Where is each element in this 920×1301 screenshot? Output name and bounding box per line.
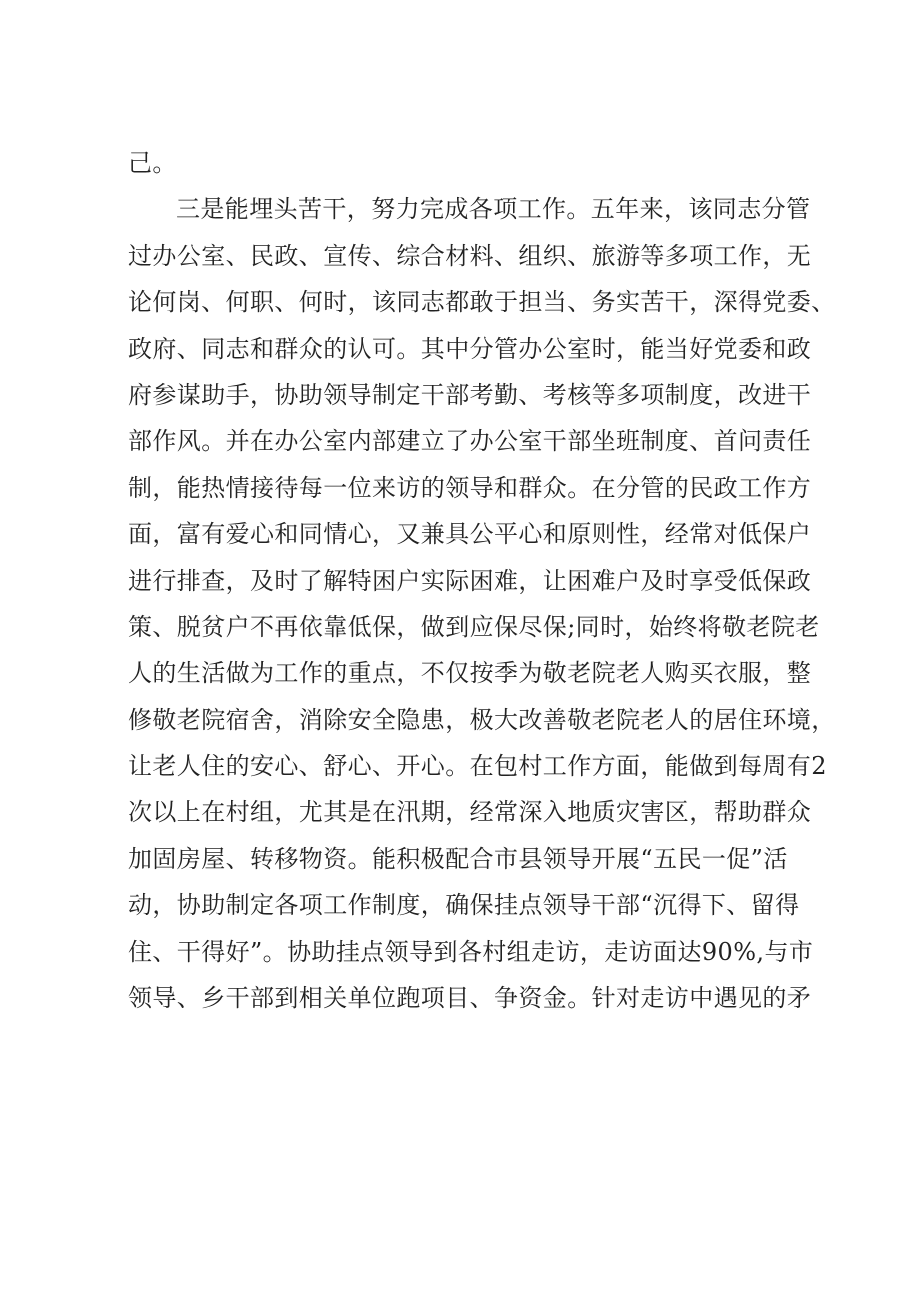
text-line: 面，富有爱心和同情心，又兼具公平心和原则性，经常对低保户 bbox=[128, 520, 812, 549]
text-line: 论何岗、何职、何时，该同志都敢于担当、务实苦干，深得党委、 bbox=[128, 288, 836, 317]
text-line: 次以上在村组，尤其是在汛期，经常深入地质灾害区，帮助群众 bbox=[128, 798, 812, 827]
text-line: 人的生活做为工作的重点，不仅按季为敬老院老人购买衣服，整 bbox=[128, 659, 812, 688]
paragraph-start-line: 三是能埋头苦干，努力完成各项工作。五年来，该同志分管 bbox=[176, 195, 811, 224]
text-line: 修敬老院宿舍，消除安全隐患，极大改善敬老院老人的居住环境， bbox=[128, 705, 836, 734]
text-line: 己。 bbox=[128, 149, 177, 177]
text-line: 让老人住的安心、舒心、开心。在包村工作方面，能做到每周有2 bbox=[128, 752, 827, 781]
text-line: 动，协助制定各项工作制度，确保挂点领导干部“沉得下、留得 bbox=[128, 891, 800, 920]
text-line: 住、干得好”。协助挂点领导到各村组走访，走访面达90%,与市 bbox=[128, 937, 814, 966]
text-line: 领导、乡干部到相关单位跑项目、争资金。针对走访中遇见的矛 bbox=[128, 984, 812, 1013]
text-line: 部作风。并在办公室内部建立了办公室干部坐班制度、首问责任 bbox=[128, 427, 812, 456]
text-line: 政府、同志和群众的认可。其中分管办公室时，能当好党委和政 bbox=[128, 334, 812, 363]
text-line: 府参谋助手，协助领导制定干部考勤、考核等多项制度，改进干 bbox=[128, 380, 812, 409]
text-line: 加固房屋、转移物资。能积极配合市县领导开展“五民一促”活 bbox=[128, 844, 788, 873]
text-line: 制，能热情接待每一位来访的领导和群众。在分管的民政工作方 bbox=[128, 473, 812, 502]
body-text bbox=[128, 140, 836, 1021]
text-line: 进行排查，及时了解特困户实际困难，让困难户及时享受低保政 bbox=[128, 566, 812, 595]
text-line: 过办公室、民政、宣传、综合材料、组织、旅游等多项工作，无 bbox=[128, 241, 812, 270]
text-line: 策、脱贫户不再依靠低保，做到应保尽保;同时，始终将敬老院老 bbox=[128, 612, 820, 641]
